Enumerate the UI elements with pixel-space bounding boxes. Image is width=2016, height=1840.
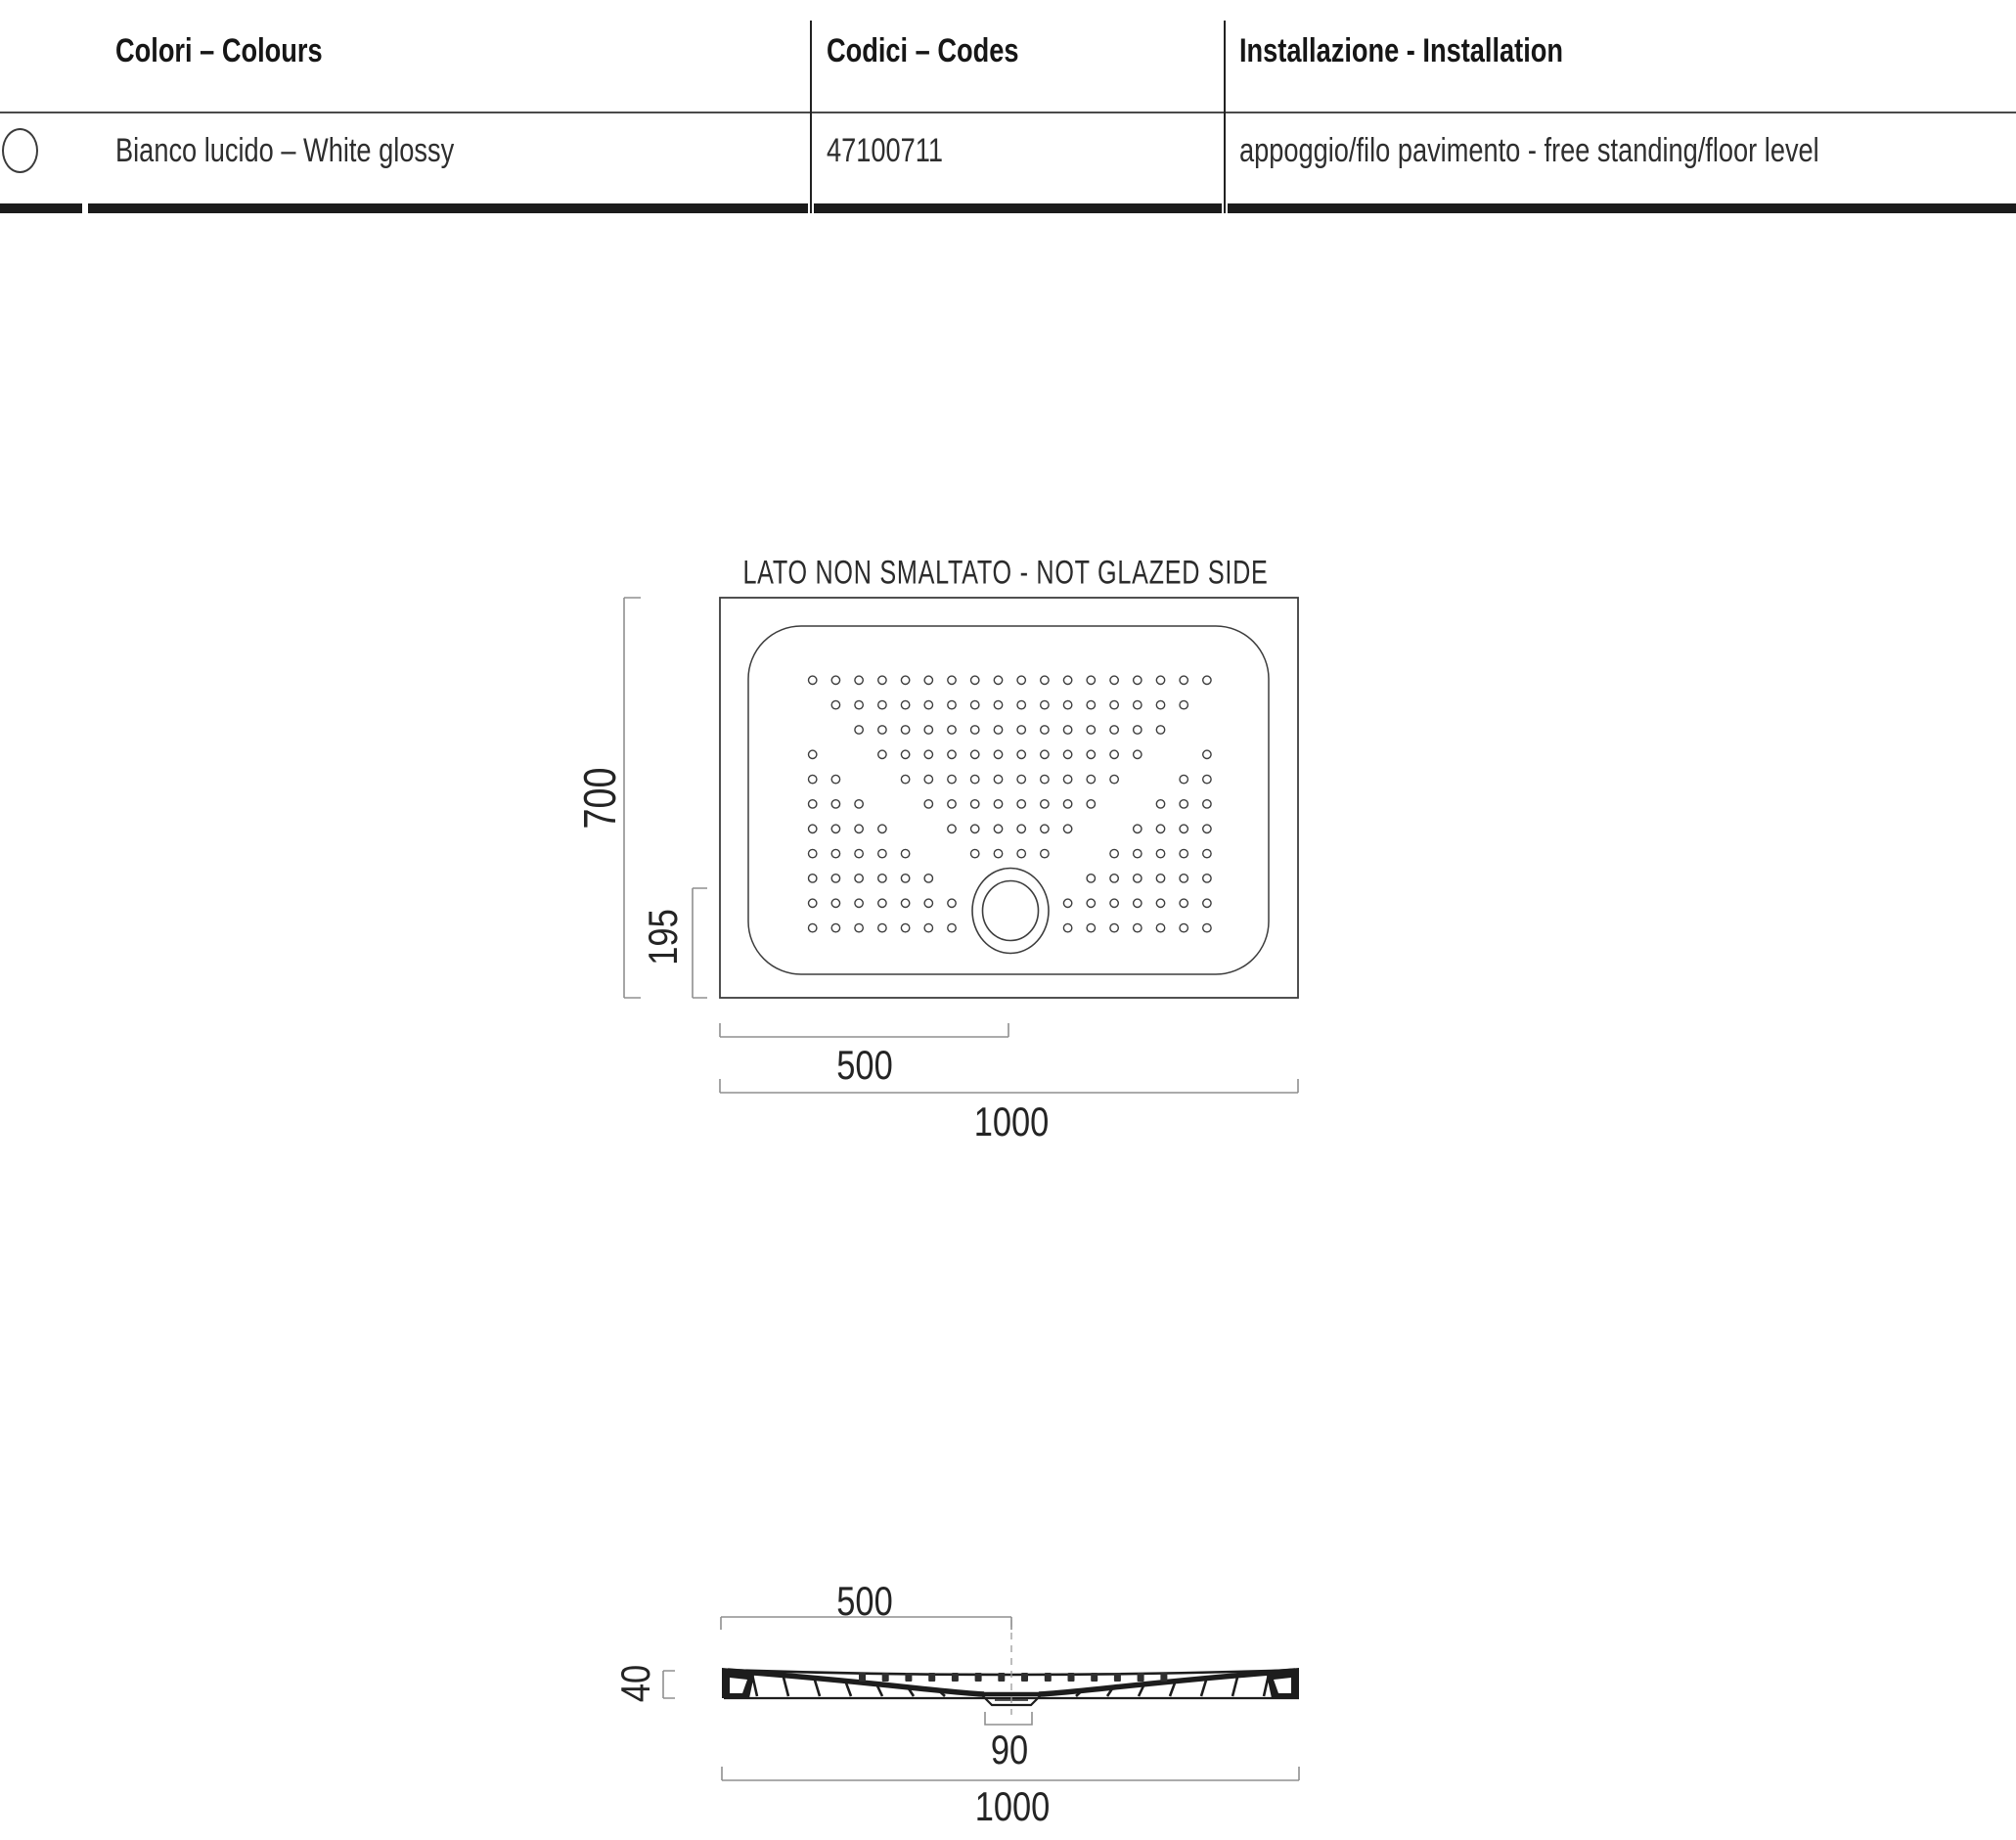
column-header-codes-label: Codici – Codes	[827, 32, 1019, 69]
dim-label-90: 90	[990, 1727, 1029, 1773]
colour-name: Bianco lucido – White glossy	[115, 132, 455, 169]
section-view	[722, 1620, 1299, 1715]
dim-label-1000-plan: 1000	[973, 1099, 1050, 1144]
dim-line-700	[624, 598, 641, 998]
dim-label-195: 195	[640, 909, 686, 965]
plan-view-dimensions	[624, 598, 1298, 1093]
column-header-installation-label: Installazione - Installation	[1239, 32, 1563, 69]
dim-line-195	[693, 888, 707, 998]
dim-line-1000-plan	[720, 1079, 1298, 1093]
installation-text: appoggio/filo pavimento - free standing/floor level	[1239, 132, 1819, 169]
plan-view-title: LATO NON SMALTATO - NOT GLAZED SIDE	[742, 554, 1269, 592]
dim-line-90	[985, 1712, 1032, 1725]
dim-label-1000-section: 1000	[974, 1783, 1051, 1829]
dim-label-500-section: 500	[836, 1578, 893, 1624]
dim-label-700: 700	[574, 767, 625, 830]
product-code: 47100711	[827, 132, 943, 169]
dim-label-40: 40	[612, 1664, 658, 1703]
dim-line-500-plan	[720, 1023, 1008, 1037]
dim-line-40	[663, 1671, 675, 1698]
dim-label-500-plan: 500	[836, 1042, 893, 1088]
column-header-colours-label: Colori – Colours	[115, 32, 323, 69]
plan-view	[720, 598, 1298, 998]
